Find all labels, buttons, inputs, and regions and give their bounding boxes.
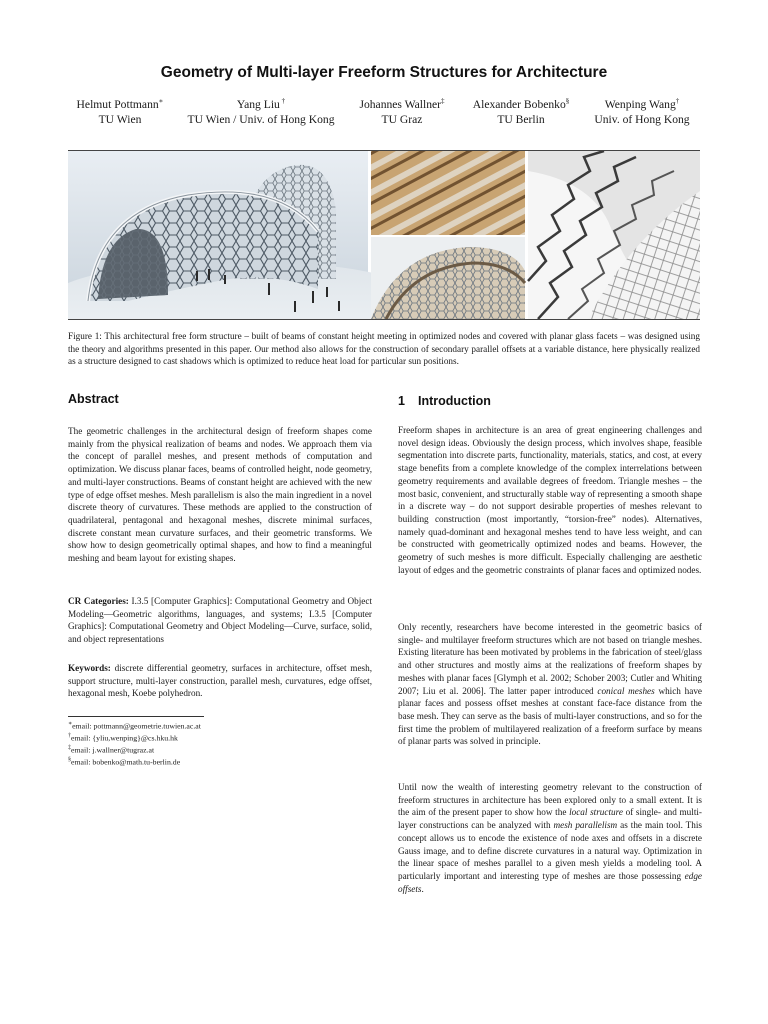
author-list [0, 94, 768, 130]
emphasis: local structure [569, 807, 623, 818]
author-name: Johannes Wallner [359, 97, 442, 111]
paragraph-text: Until now the wealth of interesting geometry relevant to the construction of freeform structures in architecture has been explored only to a small extent. It is the aim of the present paper to show how the [398, 782, 702, 818]
introduction-heading [398, 394, 491, 408]
author-name: Alexander Bobenko [472, 97, 566, 111]
keywords [68, 662, 372, 700]
paragraph-text: . [421, 883, 424, 894]
author [594, 94, 689, 127]
author-mark: † [675, 97, 680, 105]
author-name: Yang Liu [236, 97, 280, 111]
footnote-text: email: j.wallner@tugraz.at [71, 745, 155, 755]
footnote-mark: † [68, 733, 71, 739]
keywords-label: Keywords: [68, 663, 111, 673]
footnote-rule [68, 716, 204, 717]
shadow-structure-panel [528, 151, 700, 319]
author-affiliation: TU Berlin [497, 112, 545, 126]
cr-categories-text: I.3.5 [Computer Graphics]: Computational Geometry and Object Modeling—Geometric algorithms, languages, and systems; I.3.5 [Computer Graphics]: Computational Geometry and Object Modeling—Curve, surface, solid, and object representations [68, 596, 373, 645]
author [187, 94, 334, 127]
abstract-body: The geometric challenges in the architectural design of freeform shapes come mainly from the physical realization of beams and nodes. We approach them via the concept of parallel meshes, and present methods of computation and optimization. We discuss planar faces, beams of controlled height, node geometry, and multi-layer constructions. Beams of constant height are achieved with the new type of edge offset meshes. Mesh parallelism is also the main ingredient in a novel discrete theory of curvatures. These methods are applied to the construction of quadrilateral, pentagonal and hexagonal meshes, discrete minimal surfaces, discrete constant mean curvature surfaces, and their geometric transforms. We show how to design geometrically optimal shapes, and how to find a meaningful meshing and beam layout for existing shapes. [68, 426, 372, 564]
paragraph-text: Only recently, researchers have become interested in the geometric basics of single- and multilayer freeform structures which are not based on triangle meshes. Existing literature has been motivated by problems in the fabrication of steel/glass and other structures and mostly aims at the realizations of freeform shapes by meshes with planar faces [Glymph et al. 2002; Schober 2003; Cutler and Whiting 2007; Liu et al. 2006]. The latter paper introduced [398, 622, 702, 696]
paragraph-text: which have planar faces and possess offset meshes at constant face-face distance from the base mesh. They can serve as the basis of multi-layer constructions, and so for the first time the problem of multilayered realization of a freeform surface by means of planar parts was solved in principle. [398, 685, 702, 747]
author-affiliation: Univ. of Hong Kong [594, 112, 690, 126]
footnote-mark: § [68, 757, 71, 763]
author-name: Wenping Wang [604, 97, 676, 111]
footnote [68, 755, 372, 768]
paragraph-text: of single- and multi-layer constructions can be analyzed with [398, 807, 702, 831]
author [473, 94, 570, 127]
wood-beams-panel [371, 151, 525, 235]
paragraph-text: as the main tool. This concept allows us to encode the existence of node axes and offsets in a discrete Gauss image, and to define discrete curvatures in a natural way. Optimization in the linear space of meshes parallel to a given mesh yields a modeling tool. A particularly important and interesting type of meshes are those possessing [398, 820, 702, 881]
teaser-figure [68, 150, 700, 320]
mesh-detail-panel [371, 237, 525, 319]
introduction-paragraph-3 [398, 781, 702, 895]
introduction-paragraph-1: Freeform shapes in architecture is an area of great engineering challenges and novel design ideas. Obviously the design process, which involves shape, feasible segmentation into discrete parts, functionality, materials, statics, and cost, at every stage benefits from a complete knowledge of the complex interrelations between geometry requirements and available degrees of freedom. Triangle meshes – the most basic, convenient, and structurally stable way of representing a smooth shape in a discrete way – do not support desirable properties of meshes relevant to building construction (most importantly, “torsion-free” nodes). Alternatives, namely quad-dominant and hexagonal meshes tend to have less weight, and can be constructed with geometrically optimized nodes and beams. However, the geometry of such meshes is more difficult. Especially challenging are aesthetic layout of edges and the geometric constraints of planar faces and optimized nodes. [398, 425, 702, 575]
emphasis: conical meshes [597, 685, 655, 696]
teaser-illustration [68, 151, 700, 319]
cr-categories [68, 595, 372, 646]
footnote-text: email: {yliu,wenping}@cs.hku.hk [71, 733, 178, 743]
figure-caption: Figure 1: This architectural free form structure – built of beams of constant height meeting in optimized nodes and covered with planar glass facets – was designed using the theory and algorithms presented in this paper. Our method also allows for the construction of secondary parallel offsets at a variable distance, here physically realized as a structure designed to cast shadows which is optimized to reduce heat load for particular sun positions. [68, 331, 700, 367]
author-mark: § [565, 97, 570, 105]
keywords-text: discrete differential geometry, surfaces in architecture, offset mesh, support structure, multi-layer construction, parallel mesh, curvatures, edge offset, hexagonal mesh, Koebe polyhedron. [68, 663, 372, 699]
author-mark: ‡ [441, 97, 445, 105]
footnote-text: email: pottmann@geometrie.tuwien.ac.at [72, 721, 201, 731]
paper-title: Geometry of Multi-layer Freeform Structures for Architecture [160, 64, 608, 81]
introduction-paragraph-2 [398, 621, 702, 748]
author-mark: ∗ [158, 97, 164, 105]
author-affiliation: TU Wien [98, 112, 142, 126]
author-affiliation: TU Wien / Univ. of Hong Kong [187, 112, 335, 126]
section-title: Introduction [418, 394, 491, 408]
footnote-text: email: bobenko@math.tu-berlin.de [71, 757, 181, 767]
cr-categories-label: CR Categories: [68, 596, 129, 606]
author-name: Helmut Pottmann [76, 97, 159, 111]
author [77, 94, 164, 127]
emphasis: edge offsets [398, 870, 702, 894]
footnote-mark: ‡ [68, 745, 71, 751]
author-mark: † [279, 97, 286, 105]
section-number: 1 [398, 394, 405, 408]
author-affiliation: TU Graz [381, 112, 423, 126]
abstract-heading: Abstract [68, 392, 119, 406]
emphasis: mesh parallelism [553, 820, 618, 831]
footnote-mark: ∗ [68, 721, 73, 727]
author [359, 94, 444, 127]
